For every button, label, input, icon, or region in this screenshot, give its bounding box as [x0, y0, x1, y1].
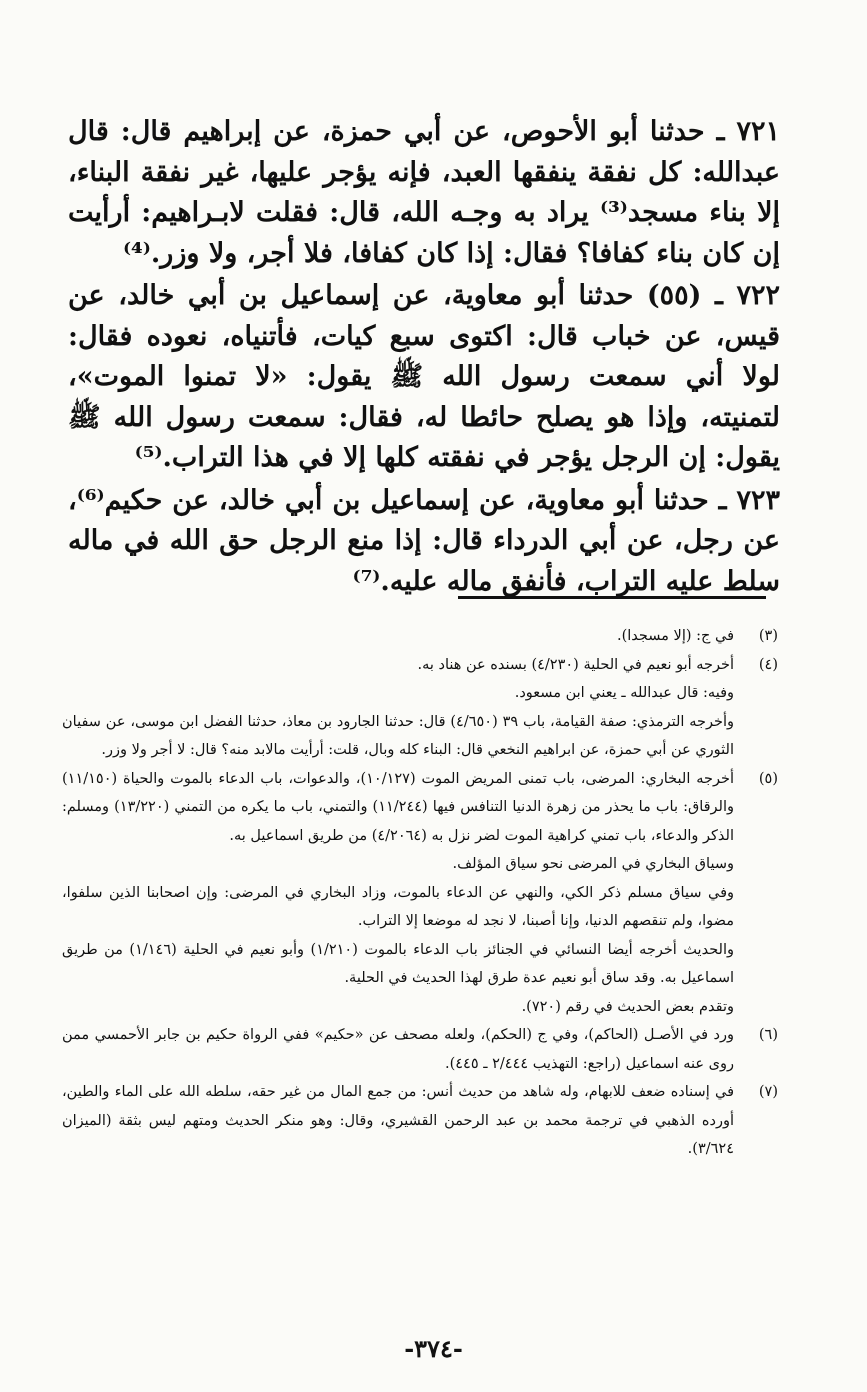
hadith-723: ٧٢٣ ـ حدثنا أبو معاوية، عن إسماعيل بن أبي خالد، عن حكيم⁽⁶⁾، عن رجل، عن أبي الدرداء قال: إذا منع الرجل حق الله في ماله سلط عليه التراب، فأنفق ماله عليه.⁽⁷⁾	[68, 484, 780, 597]
page-number: -٣٧٤-	[404, 1334, 463, 1363]
footnote-text: وفيه: قال عبدالله ـ يعني ابن مسعود.	[514, 685, 734, 701]
footnote-text: في إسناده ضعف للابهام، وله شاهد من حديث أنس: من جمع المال من غير حقه، سلطه الله على الماء والطين، أورده الذهبي في ترجمة محمد بن عبد الرحمن القشيري، وقال: وهو منكر الحديث ومتهم ليس بثقة (الميزان ٣/٦٢٤).	[62, 1084, 734, 1157]
footnote-5	[62, 765, 778, 851]
footnote-continuation: وفي سياق مسلم ذكر الكي، والنهي عن الدعاء بالموت، وزاد البخاري في المرضى: وإن اصحابنا الذين سلفوا، مضوا، ولم تنقصهم الدنيا، وإنا أصبنا، لا نجد له موضعا إلا التراب.	[62, 884, 734, 929]
footnote-text: في ج: (إلا مسجدا).	[616, 628, 734, 644]
footnote-number: (٣)	[758, 628, 778, 644]
footnote-number: (٥)	[758, 770, 778, 787]
footnote-number: (٤)	[758, 656, 778, 673]
hadith-721: ٧٢١ ـ حدثنا أبو الأحوص، عن أبي حمزة، عن إبراهيم قال: قال عبدالله: كل نفقة ينفقها العبد، فإنه يؤجر عليها، غير نفقة البناء، إلا بناء مسجد⁽³⁾ يراد به وجـه الله، قال: فقلت لابـراهيم: أرأيت إن كان بناء كفافا؟ فقال: إذا كان كفافا، فلا أجر، ولا وزر.⁽⁴⁾	[68, 116, 780, 269]
footnote-text: أخرجه أبو نعيم في الحلية (٤/٢٣٠) بسنده عن هناد به.	[417, 656, 734, 673]
footnote-text: ورد في الأصـل (الحاكم)، وفي ج (الحكم)، ولعله مصحف عن «حكيم» ففي الرواة حكيم بن جابر الأحمسي ممن روى عنه اسماعيل (راجع: التهذيب ٢/٤٤٤ ـ ٤٤٥).	[62, 1027, 734, 1072]
footnote-text: أخرجه البخاري: المرضى، باب تمنى المريض الموت (١٠/١٢٧)، والدعوات، باب الدعاء بالموت والحياة (١١/١٥٠) والرقاق: باب ما يحذر من زهرة الدنيا التنافس فيها (١١/٢٤٤) والتمني، باب ما يكره من التمني (١٣/٢٢٠) ومسلم: الذكر والدعاء، باب تمني كراهية الموت لضر نزل به (٤/٢٠٦٤) من طريق اسماعيل به.	[62, 770, 735, 844]
footnote-separator	[458, 596, 766, 599]
hadith-text	[68, 112, 780, 604]
hadith-722: ٧٢٢ ـ (٥٥) حدثنا أبو معاوية، عن إسماعيل بن أبي خالد، عن قيس، عن خباب قال: اكتوى سبع كيات، فأتنياه، نعوده فقال: لولا أني سمعت رسول الله ﷺ يقول: «لا تمنوا الموت»، لتمنيته، وإذا هو يصلح حائطا له، فقال: سمعت رسول الله ﷺ يقول: إن الرجل يؤجر في نفقته كلها إلا في هذا التراب.⁽⁵⁾	[68, 280, 780, 473]
footnote-7	[62, 1078, 778, 1164]
footnote-continuation: والحديث أخرجه أيضا النسائي في الجنائز باب الدعاء بالموت (١/٢١٠) وأبو نعيم في الحلية (١/١٤٦) من طريق اسماعيل به. وقد ساق أبو نعيم عدة طرق لهذا الحديث في الحلية.	[62, 941, 734, 986]
footnote-number: (٧)	[758, 1084, 778, 1100]
footnote-number: (٦)	[758, 1027, 778, 1043]
footnotes	[62, 622, 778, 1164]
footnote-text: وأخرجه الترمذي: صفة القيامة، باب ٣٩ (٤/٦٥٠) قال: حدثنا الجارود بن معاذ، حدثنا الفضل ابن موسى، عن سفيان الثوري عن أبي حمزة، عن ابراهيم النخعي قال: البناء كله وبال، قلت: أرأيت مالابد منه؟ قال: لا أجر ولا وزر.	[62, 713, 734, 758]
footnote-continuation: وتقدم بعض الحديث في رقم (٧٢٠).	[521, 998, 734, 1015]
footnote-3	[62, 622, 778, 651]
footnote-6	[62, 1021, 778, 1078]
footnote-4	[62, 651, 778, 765]
footnote-continuation: وسياق البخاري في المرضى نحو سياق المؤلف.	[452, 856, 734, 872]
